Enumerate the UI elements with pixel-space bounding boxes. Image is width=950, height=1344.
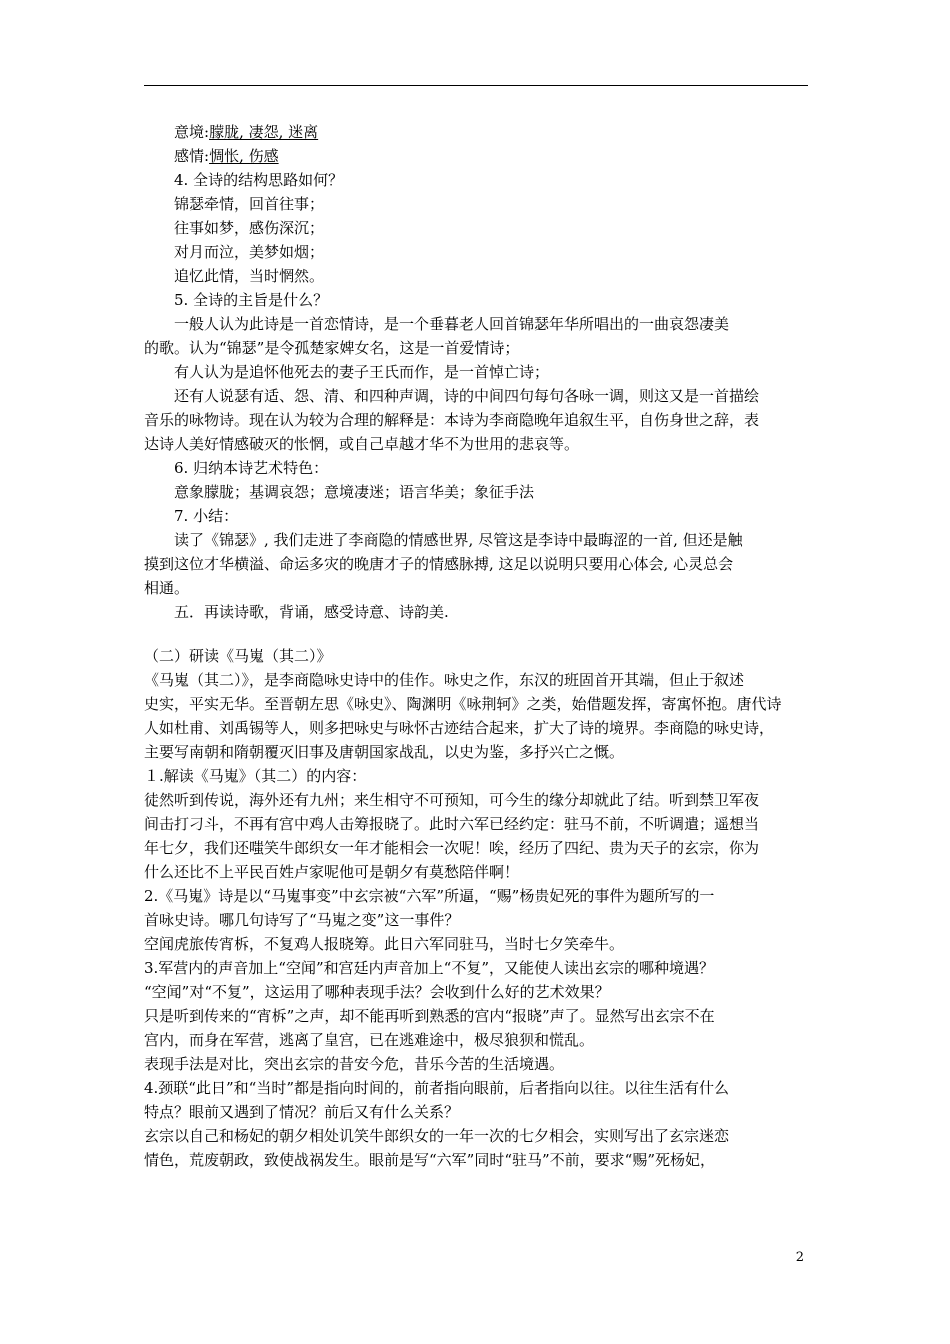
intro-line-3: 人如杜甫、刘禹锡等人，则多把咏史与咏怀古迹结合起来，扩大了诗的境界。李商隐的咏史诗， <box>144 719 775 737</box>
s2-question-2a: 2.《马嵬》诗是以“马嵬事变”中玄宗被“六军”所逼，“赐”杨贵妃死的事件为题所写的一 <box>144 887 715 905</box>
s2-question-4a: 4.颈联“此日”和“当时”都是指向时间的，前者指向眼前，后者指向以往。以往生活有什么 <box>144 1079 729 1097</box>
summary-para-b: 摸到这位才华横溢、命运多灾的晚唐才子的情感脉搏, 这足以说明只要用心体会, 心灵总会 <box>144 555 734 573</box>
page-number: 2 <box>795 1250 804 1265</box>
structure-line-2: 往事如梦，感伤深沉； <box>174 219 325 237</box>
theme-para-1b: 的歌。认为“锦瑟”是令孤楚家婢女名，这是一首爱情诗； <box>144 339 520 357</box>
intro-line-4: 主要写南朝和隋朝覆灭旧事及唐朝国家战乱，以史为鉴，多抒兴亡之慨。 <box>144 743 625 761</box>
structure-line-3: 对月而泣，美梦如烟； <box>174 243 325 261</box>
theme-para-1a: 一般人认为此诗是一首恋情诗，是一个垂暮老人回首锦瑟年华所唱出的一曲哀怨凄美 <box>174 315 730 333</box>
theme-para-3a: 还有人说瑟有适、怨、清、和四种声调，诗的中间四句每句各咏一调，则这又是一首描绘 <box>174 387 760 405</box>
qinggan-line <box>144 144 808 168</box>
theme-para-3c: 达诗人美好情感破灭的怅惘，或自己卓越才华不为世用的悲哀等。 <box>144 435 580 453</box>
s2-question-3a: 3.军营内的声音加上“空闻”和宫廷内声音加上“不复”，又能使人读出玄宗的哪种境遇？ <box>144 959 714 977</box>
answer-6: 意象朦胧；基调哀怨；意境凄迷；语言华美；象征手法 <box>174 483 535 501</box>
section-2-heading: （二）研读《马嵬（其二）》 <box>144 647 332 665</box>
s2-answer-1d: 什么还比不上平民百姓卢家呢他可是朝夕有莫愁陪伴啊！ <box>144 863 520 881</box>
question-5: 5. 全诗的主旨是什么？ <box>174 291 329 309</box>
yijing-value: 朦胧, 凄怨, 迷离 <box>209 123 319 141</box>
section-gap <box>144 624 808 644</box>
s2-answer-1c: 年七夕，我们还嗤笑牛郎织女一年才能相会一次呢！唉，经历了四纪、贵为天子的玄宗，你为 <box>144 839 760 857</box>
question-4: 4. 全诗的结构思路如何？ <box>174 171 344 189</box>
s2-answer-4b: 情色，荒废朝政，致使战祸发生。眼前是写“六军”同时“驻马”不前，要求“赐”死杨妃， <box>144 1151 716 1169</box>
theme-para-2: 有人认为是追怀他死去的妻子王氏而作，是一首悼亡诗； <box>174 363 550 381</box>
summary-para-a: 读了《锦瑟》, 我们走进了李商隐的情感世界, 尽管这是李诗中最晦涩的一首, 但还是触 <box>174 531 743 549</box>
question-7: 7. 小结： <box>174 507 239 525</box>
s2-question-4b: 特点？眼前又遇到了情况？前后又有什么关系？ <box>144 1103 460 1121</box>
theme-para-3b: 音乐的咏物诗。现在认为较为合理的解释是：本诗为李商隐晚年追叙生平，自伤身世之辞，表 <box>144 411 760 429</box>
intro-line-1: 《马嵬（其二）》，是李商隐咏史诗中的佳作。咏史之作，东汉的班固首开其端，但止于叙述 <box>144 671 745 689</box>
document-body <box>144 120 808 1172</box>
summary-para-c: 相通。 <box>144 579 190 597</box>
s2-answer-1a: 徒然听到传说，海外还有九州；来生相守不可预知，可今生的缘分却就此了结。听到禁卫军夜 <box>144 791 760 809</box>
s2-question-1: １.解读《马嵬》（其二）的内容： <box>144 767 367 785</box>
s2-answer-2: 空闻虎旅传宵柝，不复鸡人报晓筹。此日六军同驻马，当时七夕笑牵牛。 <box>144 935 625 953</box>
s2-answer-3b: 宫内，而身在军营，逃离了皇宫，已在逃难途中，极尽狼狈和慌乱。 <box>144 1031 595 1049</box>
s2-answer-3a: 只是听到传来的“宵柝”之声，却不能再听到熟悉的宫内“报晓”声了。显然写出玄宗不在 <box>144 1007 715 1025</box>
qinggan-label: 感情: <box>174 147 210 165</box>
s2-question-3b: “空闻”对“不复”，这运用了哪种表现手法？会收到什么好的艺术效果？ <box>144 983 610 1001</box>
intro-line-2: 史实，平实无华。至晋朝左思《咏史》、陶渊明《咏荆轲》之类，始借题发挥，寄寓怀抱。唐代诗 <box>144 695 782 713</box>
s2-answer-4a: 玄宗以自己和杨妃的朝夕相处讥笑牛郎织女的一年一次的七夕相会，实则写出了玄宗迷恋 <box>144 1127 730 1145</box>
s2-question-2b: 首咏史诗。哪几句诗写了“马嵬之变”这一事件？ <box>144 911 460 929</box>
question-6: 6. 归纳本诗艺术特色： <box>174 459 329 477</box>
structure-line-4: 追忆此情，当时惘然。 <box>174 267 325 285</box>
s2-answer-1b: 间击打刁斗，不再有宫中鸡人击筹报晓了。此时六军已经约定：驻马不前，不听调遣；遥想当 <box>144 815 760 833</box>
section-five: 五．再读诗歌，背诵，感受诗意、诗韵美. <box>174 603 449 621</box>
qinggan-value: 惆怅, 伤感 <box>209 147 279 165</box>
yijing-line <box>144 120 808 144</box>
yijing-label: 意境: <box>174 123 210 141</box>
header-rule <box>144 85 808 86</box>
s2-answer-3c: 表现手法是对比，突出玄宗的昔安今危，昔乐今苦的生活境遇。 <box>144 1055 565 1073</box>
structure-line-1: 锦瑟牵情，回首往事； <box>174 195 325 213</box>
